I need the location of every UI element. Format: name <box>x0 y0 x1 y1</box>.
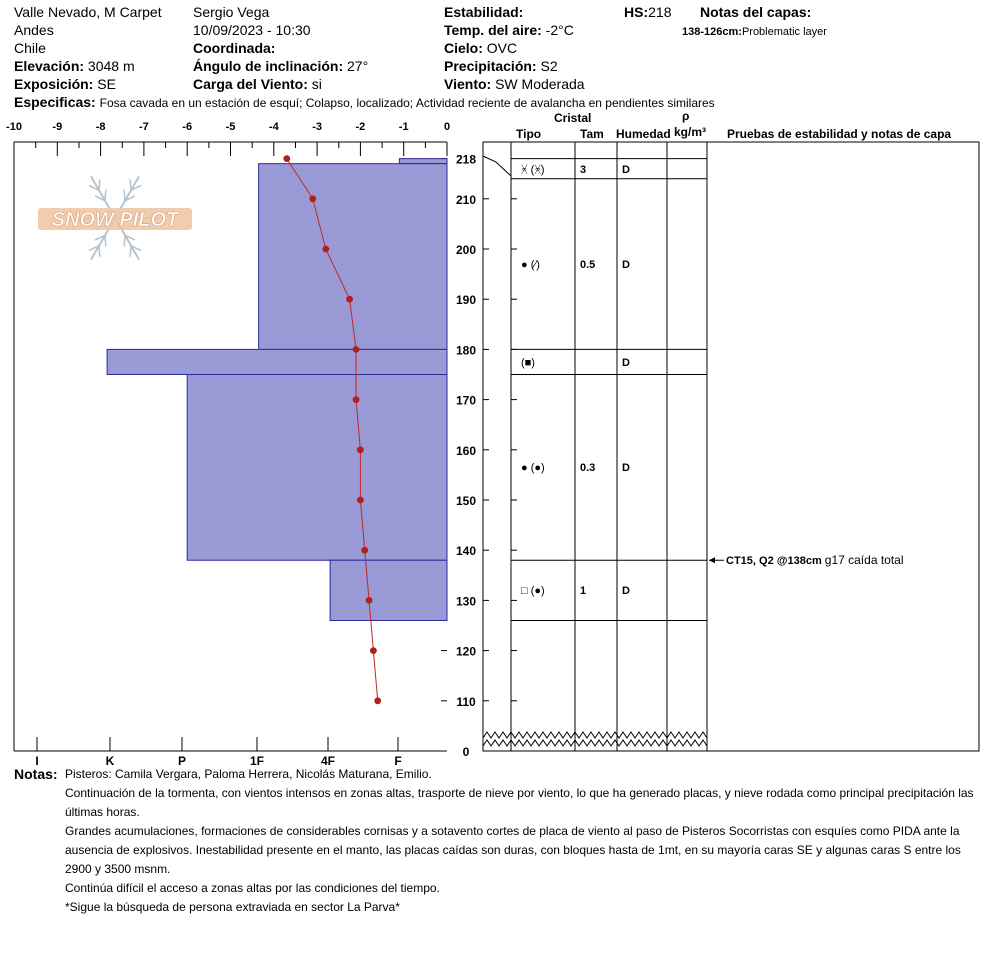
air-temp-label: Temp. del aire: <box>444 22 542 38</box>
height-tick-label: 200 <box>455 243 477 257</box>
location-name: Valle Nevado, M Carpet <box>14 4 162 20</box>
layer-notes-title: Notas del capas: <box>700 4 812 20</box>
coord-label: Coordinada: <box>193 40 276 56</box>
note-line-2: Continuación de la tormenta, con vientos intensos en zonas altas, trasporte de nieve por viento, lo que ha generado placas, y nieve rodada como principal precipitación las últimas horas. <box>65 786 974 819</box>
temp-tick-label: -9 <box>52 121 63 133</box>
layer-note-range: 138-126cm: <box>682 26 742 38</box>
hardness-layer <box>399 159 447 164</box>
hs-value: 218 <box>648 4 672 20</box>
hardness-tick-label: I <box>35 754 39 768</box>
height-tick-label: 130 <box>455 594 477 609</box>
note-line-3: Grandes acumulaciones, formaciones de considerables cornisas y a sotavento cortes de placa de viento al paso de Pisteros Socorristas con esquíes como PIDA ante la ausencia de explosivos. Inestabilidad presente en el manto, las placas caídas son duras, con bloques hasta de 1mt, en su mayoría caras SE y algunas caras S entre los 2900 y 3500 msnm. <box>65 824 961 876</box>
temp-tick-label: -5 <box>225 121 236 133</box>
sky-value: OVC <box>486 40 518 56</box>
layer-size: 3 <box>580 163 587 176</box>
observation-datetime: 10/09/2023 - 10:30 <box>193 22 311 38</box>
temp-tick-label: 0 <box>443 121 451 133</box>
snowpilot-logo <box>38 176 192 259</box>
hardness-tick-label: 1F <box>249 754 265 768</box>
snowflake-branch <box>99 246 100 257</box>
layer-type: ● (⁄) <box>521 259 540 272</box>
layer-type: □ (●) <box>521 585 545 598</box>
hardness-layer <box>187 375 447 561</box>
notes-label: Notas: <box>14 766 58 782</box>
layer-humidity: D <box>622 462 630 475</box>
stability-test-arrowhead <box>709 557 715 563</box>
snowflake-branch <box>130 179 131 190</box>
temp-tick-label: -8 <box>95 121 106 133</box>
stability-label: Estabilidad: <box>444 4 524 20</box>
temperature-point <box>346 296 353 303</box>
temp-tick-label: -4 <box>268 121 279 133</box>
precip-value: S2 <box>540 58 558 74</box>
wind-label: Viento: <box>444 76 492 92</box>
hardness-tick-label: 4F <box>320 754 336 768</box>
height-tick-label: 140 <box>455 544 477 559</box>
snowflake-branch <box>124 190 125 201</box>
height-tick-label: 110 <box>456 694 476 709</box>
temperature-point <box>370 647 377 654</box>
hardness-tick-label: K <box>105 754 115 768</box>
layer-size: 1 <box>580 585 587 598</box>
col-tests: Pruebas de estabilidad y notas de capa <box>727 127 952 141</box>
note-line-5: *Sigue la búsqueda de persona extraviada en sector La Parva* <box>65 900 400 914</box>
height-tick-label: 190 <box>455 293 477 308</box>
hs-label: HS: <box>624 4 649 20</box>
col-size: Tam <box>580 127 604 141</box>
height-tick-label: 0 <box>462 745 470 759</box>
height-tick-label: 180 <box>455 343 477 358</box>
temp-tick-label: -3 <box>312 121 322 133</box>
slope-value: 27° <box>347 58 369 74</box>
stability-test-label: CT15, Q2 @138cm <box>726 555 822 568</box>
temperature-point <box>353 346 360 353</box>
col-rho: ρ <box>682 109 690 123</box>
snowflake-branch <box>99 179 100 190</box>
aspect-value: SE <box>97 76 116 92</box>
layer-type: (■) <box>521 356 535 369</box>
specifics-text: Fosa cavada en un estación de esquí; Colapso, localizado; Actividad reciente de avalancha en pendientes similares <box>99 96 715 110</box>
height-tick-label: 210 <box>455 192 477 207</box>
wind-value: SW Moderada <box>495 76 585 92</box>
temp-tick-label: -7 <box>139 121 149 133</box>
slope-label: Ángulo de inclinación: <box>193 58 344 74</box>
height-tick-label: 170 <box>455 393 477 408</box>
temp-tick-label: -6 <box>182 121 193 133</box>
wind-load-label: Carga del Viento: <box>193 76 308 92</box>
layer-connector <box>483 156 511 176</box>
sky-label: Cielo: <box>444 40 483 56</box>
precip-label: Precipitación: <box>444 58 537 74</box>
note-line-1: Pisteros: Camila Vergara, Paloma Herrera, Nicolás Maturana, Emilio. <box>65 767 432 781</box>
region-name: Andes <box>14 22 54 38</box>
hardness-layer <box>107 349 447 374</box>
stability-test-note: g17 caída total <box>824 553 904 568</box>
note-line-4: Continúa difícil el acceso a zonas altas por las condiciones del tiempo. <box>65 881 440 895</box>
temperature-point <box>309 195 316 202</box>
specifics-label: Especificas: <box>14 94 96 110</box>
aspect-label: Exposición: <box>14 76 94 92</box>
country-name: Chile <box>14 40 46 56</box>
temperature-point <box>374 697 381 704</box>
temp-tick-label: -1 <box>398 121 409 133</box>
temperature-point <box>353 396 360 403</box>
layer-type: ● (●) <box>521 462 545 475</box>
snowflake-branch <box>124 235 125 246</box>
col-density-unit: kg/m³ <box>674 125 707 139</box>
temperature-point <box>366 597 373 604</box>
elevation-value: 3048 m <box>87 58 135 74</box>
hardness-layer <box>330 560 447 620</box>
temperature-point <box>283 155 290 162</box>
layer-note-text: Problematic layer <box>741 26 827 38</box>
layer-humidity: D <box>622 356 630 369</box>
layer-type: ᚸ (ᚸ) <box>521 163 545 176</box>
snowflake-branch <box>105 235 106 246</box>
height-tick-label: 218 <box>455 152 477 167</box>
layer-size: 0.5 <box>580 259 596 272</box>
snowflake-branch <box>130 246 131 257</box>
col-crystal: Cristal <box>554 111 592 125</box>
height-tick-label: 120 <box>455 644 477 659</box>
elevation-label: Elevación: <box>14 58 85 74</box>
col-type: Tipo <box>516 127 542 141</box>
hardness-tick-label: P <box>177 754 187 768</box>
layer-humidity: D <box>622 585 630 598</box>
observer-name: Sergio Vega <box>193 4 270 20</box>
layer-table-frame <box>483 142 979 751</box>
stability-test <box>726 552 904 569</box>
height-tick-label: 160 <box>455 443 477 458</box>
air-temp-value: -2°C <box>545 22 574 38</box>
layer-humidity: D <box>622 259 630 272</box>
break-zigzag <box>483 732 707 738</box>
break-zigzag <box>483 740 707 746</box>
wind-load-value: si <box>311 76 322 92</box>
layer-humidity: D <box>622 163 630 176</box>
temp-tick-label: -2 <box>355 121 366 133</box>
logo-text: SNOW PILOT <box>51 209 179 231</box>
temperature-point <box>357 446 364 453</box>
height-tick-label: 150 <box>455 494 477 508</box>
col-humidity: Humedad <box>616 127 671 141</box>
temperature-point <box>322 246 329 253</box>
temperature-point <box>357 497 364 504</box>
hardness-tick-label: F <box>394 754 402 768</box>
layer-size: 0.3 <box>580 462 596 475</box>
temperature-point <box>361 547 368 554</box>
snowflake-branch <box>105 190 106 201</box>
temp-tick-label: -10 <box>6 121 22 133</box>
